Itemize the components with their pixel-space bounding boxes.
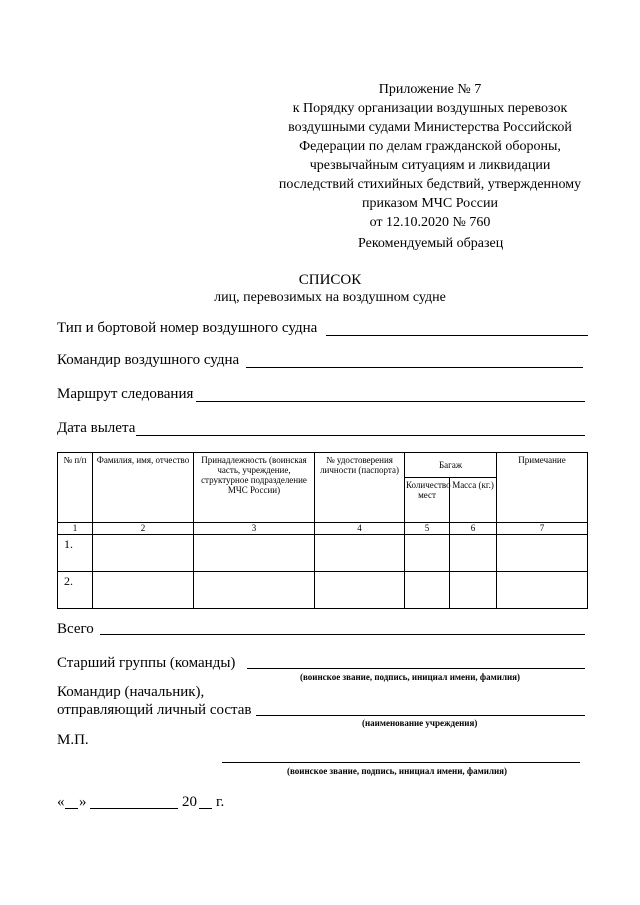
table-cell[interactable] [93,535,194,572]
column-number: 6 [450,523,497,535]
table-cell[interactable] [315,535,405,572]
column-number: 7 [497,523,588,535]
departure-date-input-line[interactable] [136,435,585,436]
table-row [58,572,588,609]
col-header-baggage: Багаж [405,453,497,478]
header-line: от 12.10.2020 № 760 [369,215,491,230]
col-header-num: № п/п [58,453,93,523]
table-cell[interactable] [497,572,588,609]
header-line: приказом МЧС России [362,196,498,211]
column-number: 2 [93,523,194,535]
departure-date-label: Дата вылета [57,420,136,436]
table-cell[interactable] [194,535,315,572]
stamp-caption: (воинское звание, подпись, инициал имени, фамилия) [287,766,508,776]
route-input-line[interactable] [196,401,585,402]
table-cell[interactable] [405,572,450,609]
sample-label: Рекомендуемый образец [358,236,504,251]
stamp-label: М.П. [57,732,89,748]
table-cell[interactable] [93,572,194,609]
sender-input-line[interactable] [256,715,585,716]
table-cell[interactable] [497,535,588,572]
sender-caption: (наименование учреждения) [362,718,478,728]
table-cell[interactable] [450,572,497,609]
group-leader-label: Старший группы (команды) [57,655,236,671]
header-line: Приложение № 7 [378,82,482,97]
table-cell[interactable] [194,572,315,609]
aircraft-label: Тип и бортовой номер воздушного судна [57,320,318,336]
document-subtitle: лиц, перевозимых на воздушном судне [214,290,446,305]
header-line: к Порядку организации воздушных перевозок [292,101,568,116]
row-number: 2. [58,572,93,609]
table-row [58,535,588,572]
date-year-suffix: г. [216,794,225,810]
appendix-header [250,80,610,232]
date-day-line[interactable] [65,808,78,809]
total-input-line[interactable] [100,634,585,635]
date-open-quote: « [57,794,65,810]
document-title: СПИСОК [298,272,362,288]
date-year-prefix: 20 [182,794,197,810]
sender-label-line2: отправляющий личный состав [57,702,252,718]
date-month-line[interactable] [90,808,178,809]
header-line: Федерации по делам гражданской обороны, [299,139,561,154]
group-leader-input-line[interactable] [247,668,585,669]
table-cell[interactable] [315,572,405,609]
table-cell[interactable] [450,535,497,572]
column-number: 5 [405,523,450,535]
date-close-quote: » [79,794,87,810]
col-header-id-doc: № удостоверения личности (паспорта) [315,453,405,523]
passenger-table [57,452,588,609]
aircraft-input-line[interactable] [326,335,588,336]
col-header-note: Примечание [497,453,588,523]
header-line: воздушными судами Министерства Российской [288,120,572,135]
column-number: 3 [194,523,315,535]
col-header-name: Фамилия, имя, отчество [93,453,194,523]
header-line: чрезвычайным ситуациям и ликвидации [309,158,551,173]
column-number: 4 [315,523,405,535]
total-label: Всего [57,621,94,637]
row-number: 1. [58,535,93,572]
date-year-line[interactable] [199,808,212,809]
header-line: последствий стихийных бедствий, утвержденному [278,177,582,192]
route-label: Маршрут следования [57,386,194,402]
col-header-baggage-mass: Масса (кг.) [450,478,497,523]
group-leader-caption: (воинское звание, подпись, инициал имени, фамилия) [300,672,521,682]
col-header-baggage-count: Количество мест [405,478,450,523]
table-cell[interactable] [405,535,450,572]
stamp-input-line[interactable] [222,762,580,763]
sender-label-line1: Командир (начальник), [57,684,205,700]
commander-label: Командир воздушного судна [57,352,240,368]
col-header-affiliation: Принадлежность (воинская часть, учреждение, структурное подразделение МЧС России) [194,453,315,523]
column-number: 1 [58,523,93,535]
commander-input-line[interactable] [246,367,583,368]
